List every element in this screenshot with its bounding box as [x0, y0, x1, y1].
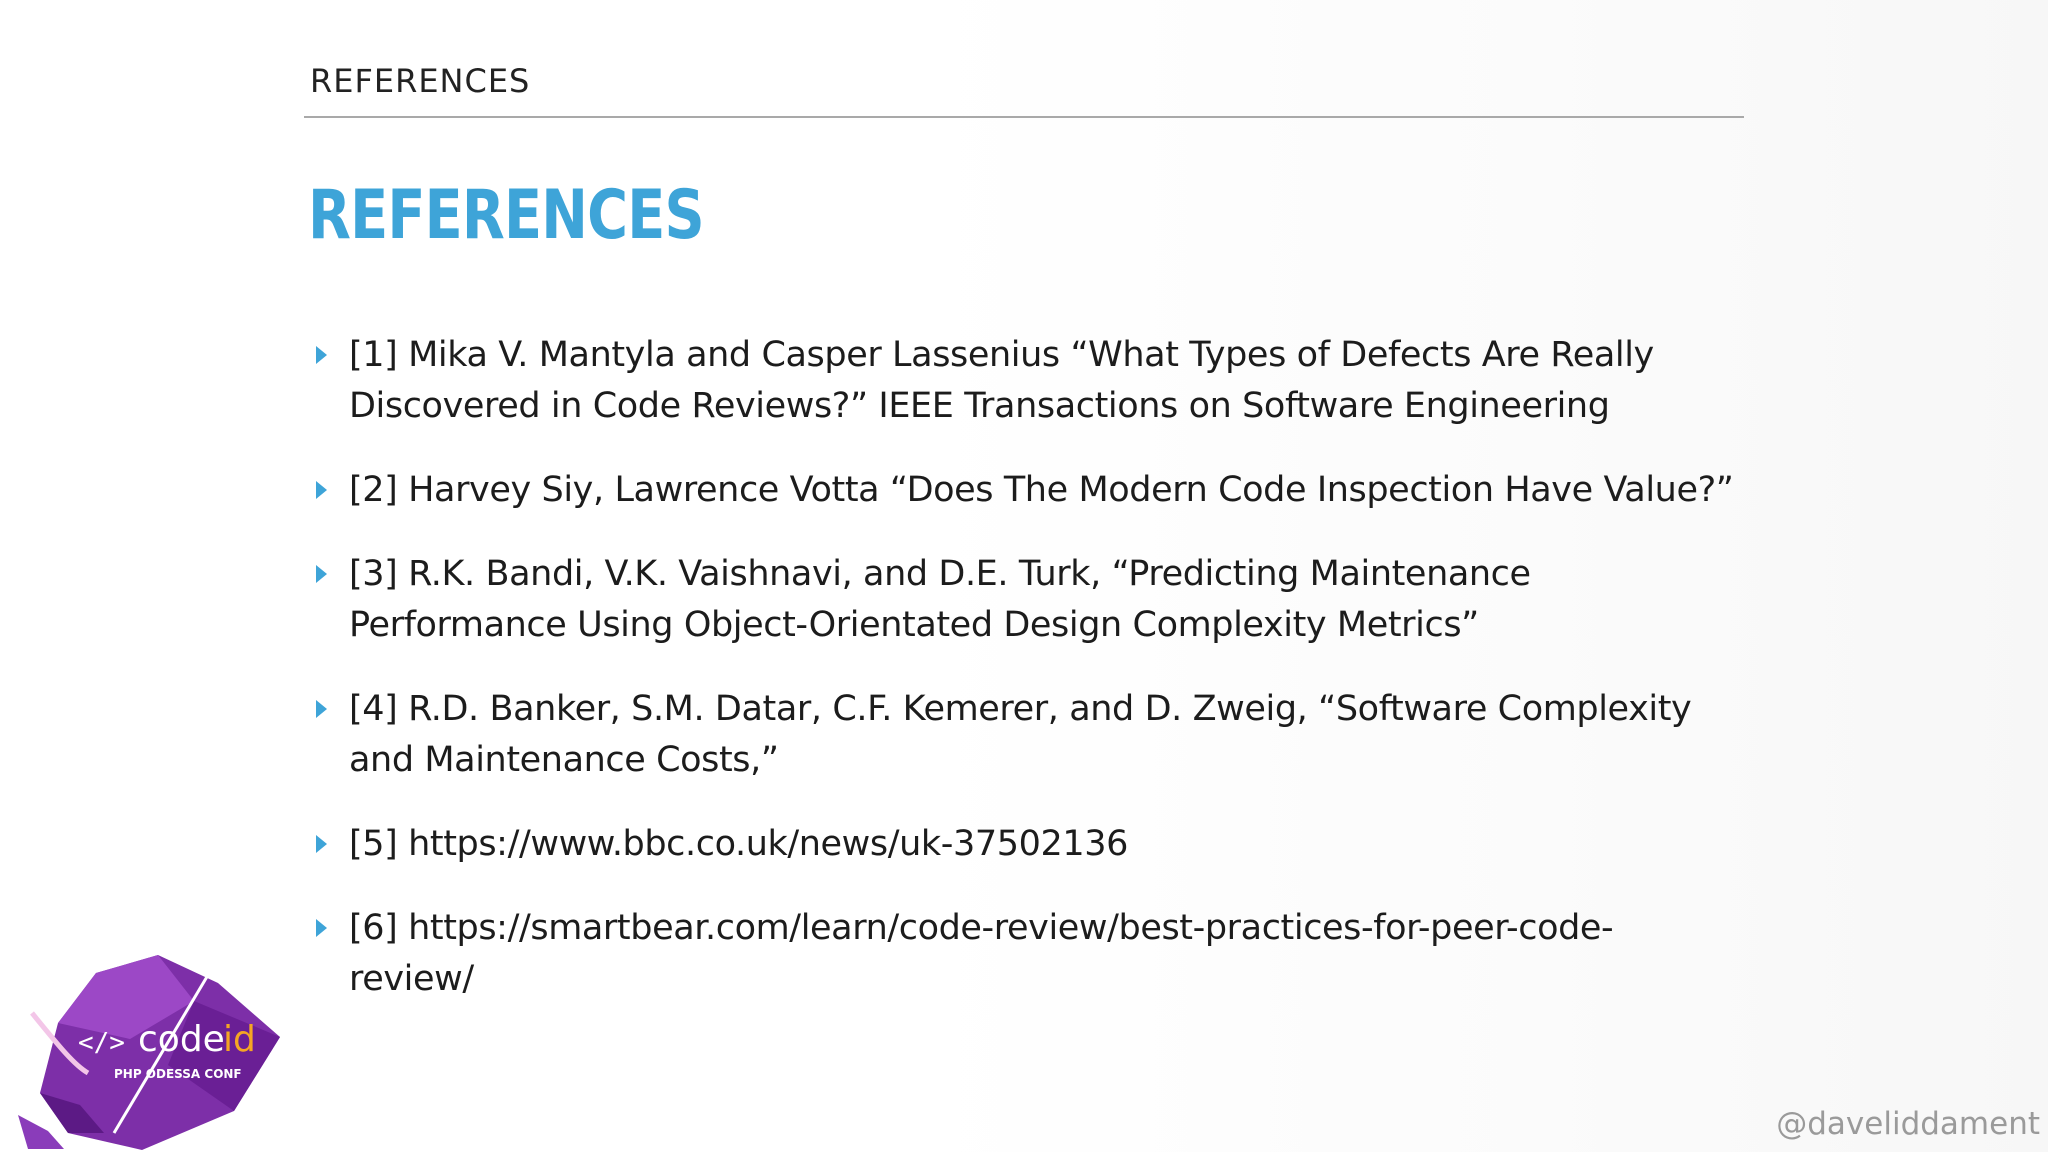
- logo-gem-fragment: [18, 1115, 64, 1149]
- logo-subtitle: PHP ODESSA CONF: [114, 1067, 242, 1081]
- reference-item-1: [312, 330, 1772, 432]
- reference-item-4: [312, 684, 1772, 786]
- reference-link[interactable]: [5] https://www.bbc.co.uk/news/uk-37502136: [349, 824, 1128, 864]
- header-label: REFERENCES: [310, 62, 531, 100]
- reference-text-line: [1] Mika V. Mantyla and Casper Lassenius “What Types of Defects Are Really: [349, 335, 1654, 375]
- header-divider: [304, 116, 1744, 118]
- slide-title: REFERENCES: [308, 176, 704, 255]
- triangle-bullet-icon: [316, 565, 327, 583]
- reference-link-continued[interactable]: review/: [349, 959, 474, 999]
- reference-text-line: [3] R.K. Bandi, V.K. Vaishnavi, and D.E. Turk, “Predicting Maintenance: [349, 554, 1531, 594]
- conference-logo: [18, 955, 318, 1150]
- reference-text-line: [2] Harvey Siy, Lawrence Votta “Does The Modern Code Inspection Have Value?”: [349, 470, 1734, 510]
- reference-item-3: [312, 549, 1772, 651]
- triangle-bullet-icon: [316, 700, 327, 718]
- reference-link[interactable]: [6] https://smartbear.com/learn/code-review/best-practices-for-peer-code-: [349, 908, 1614, 948]
- reference-text-line: Performance Using Object-Orientated Design Complexity Metrics”: [349, 605, 1479, 645]
- logo-brand-main: code: [138, 1019, 225, 1060]
- author-handle: @daveliddament: [1776, 1106, 2040, 1142]
- reference-text-line: and Maintenance Costs,”: [349, 740, 779, 780]
- triangle-bullet-icon: [316, 919, 327, 937]
- triangle-bullet-icon: [316, 835, 327, 853]
- triangle-bullet-icon: [316, 346, 327, 364]
- reference-item-5: [312, 819, 1772, 870]
- reference-list: [312, 330, 1772, 1005]
- reference-item-2: [312, 465, 1772, 516]
- logo-code-symbol: </>: [78, 1028, 125, 1058]
- reference-text-line: Discovered in Code Reviews?” IEEE Transactions on Software Engineering: [349, 386, 1610, 426]
- triangle-bullet-icon: [316, 481, 327, 499]
- reference-text-line: [4] R.D. Banker, S.M. Datar, C.F. Kemerer, and D. Zweig, “Software Complexity: [349, 689, 1692, 729]
- reference-item-6: [312, 903, 1772, 1005]
- logo-brand-accent: id: [223, 1019, 256, 1060]
